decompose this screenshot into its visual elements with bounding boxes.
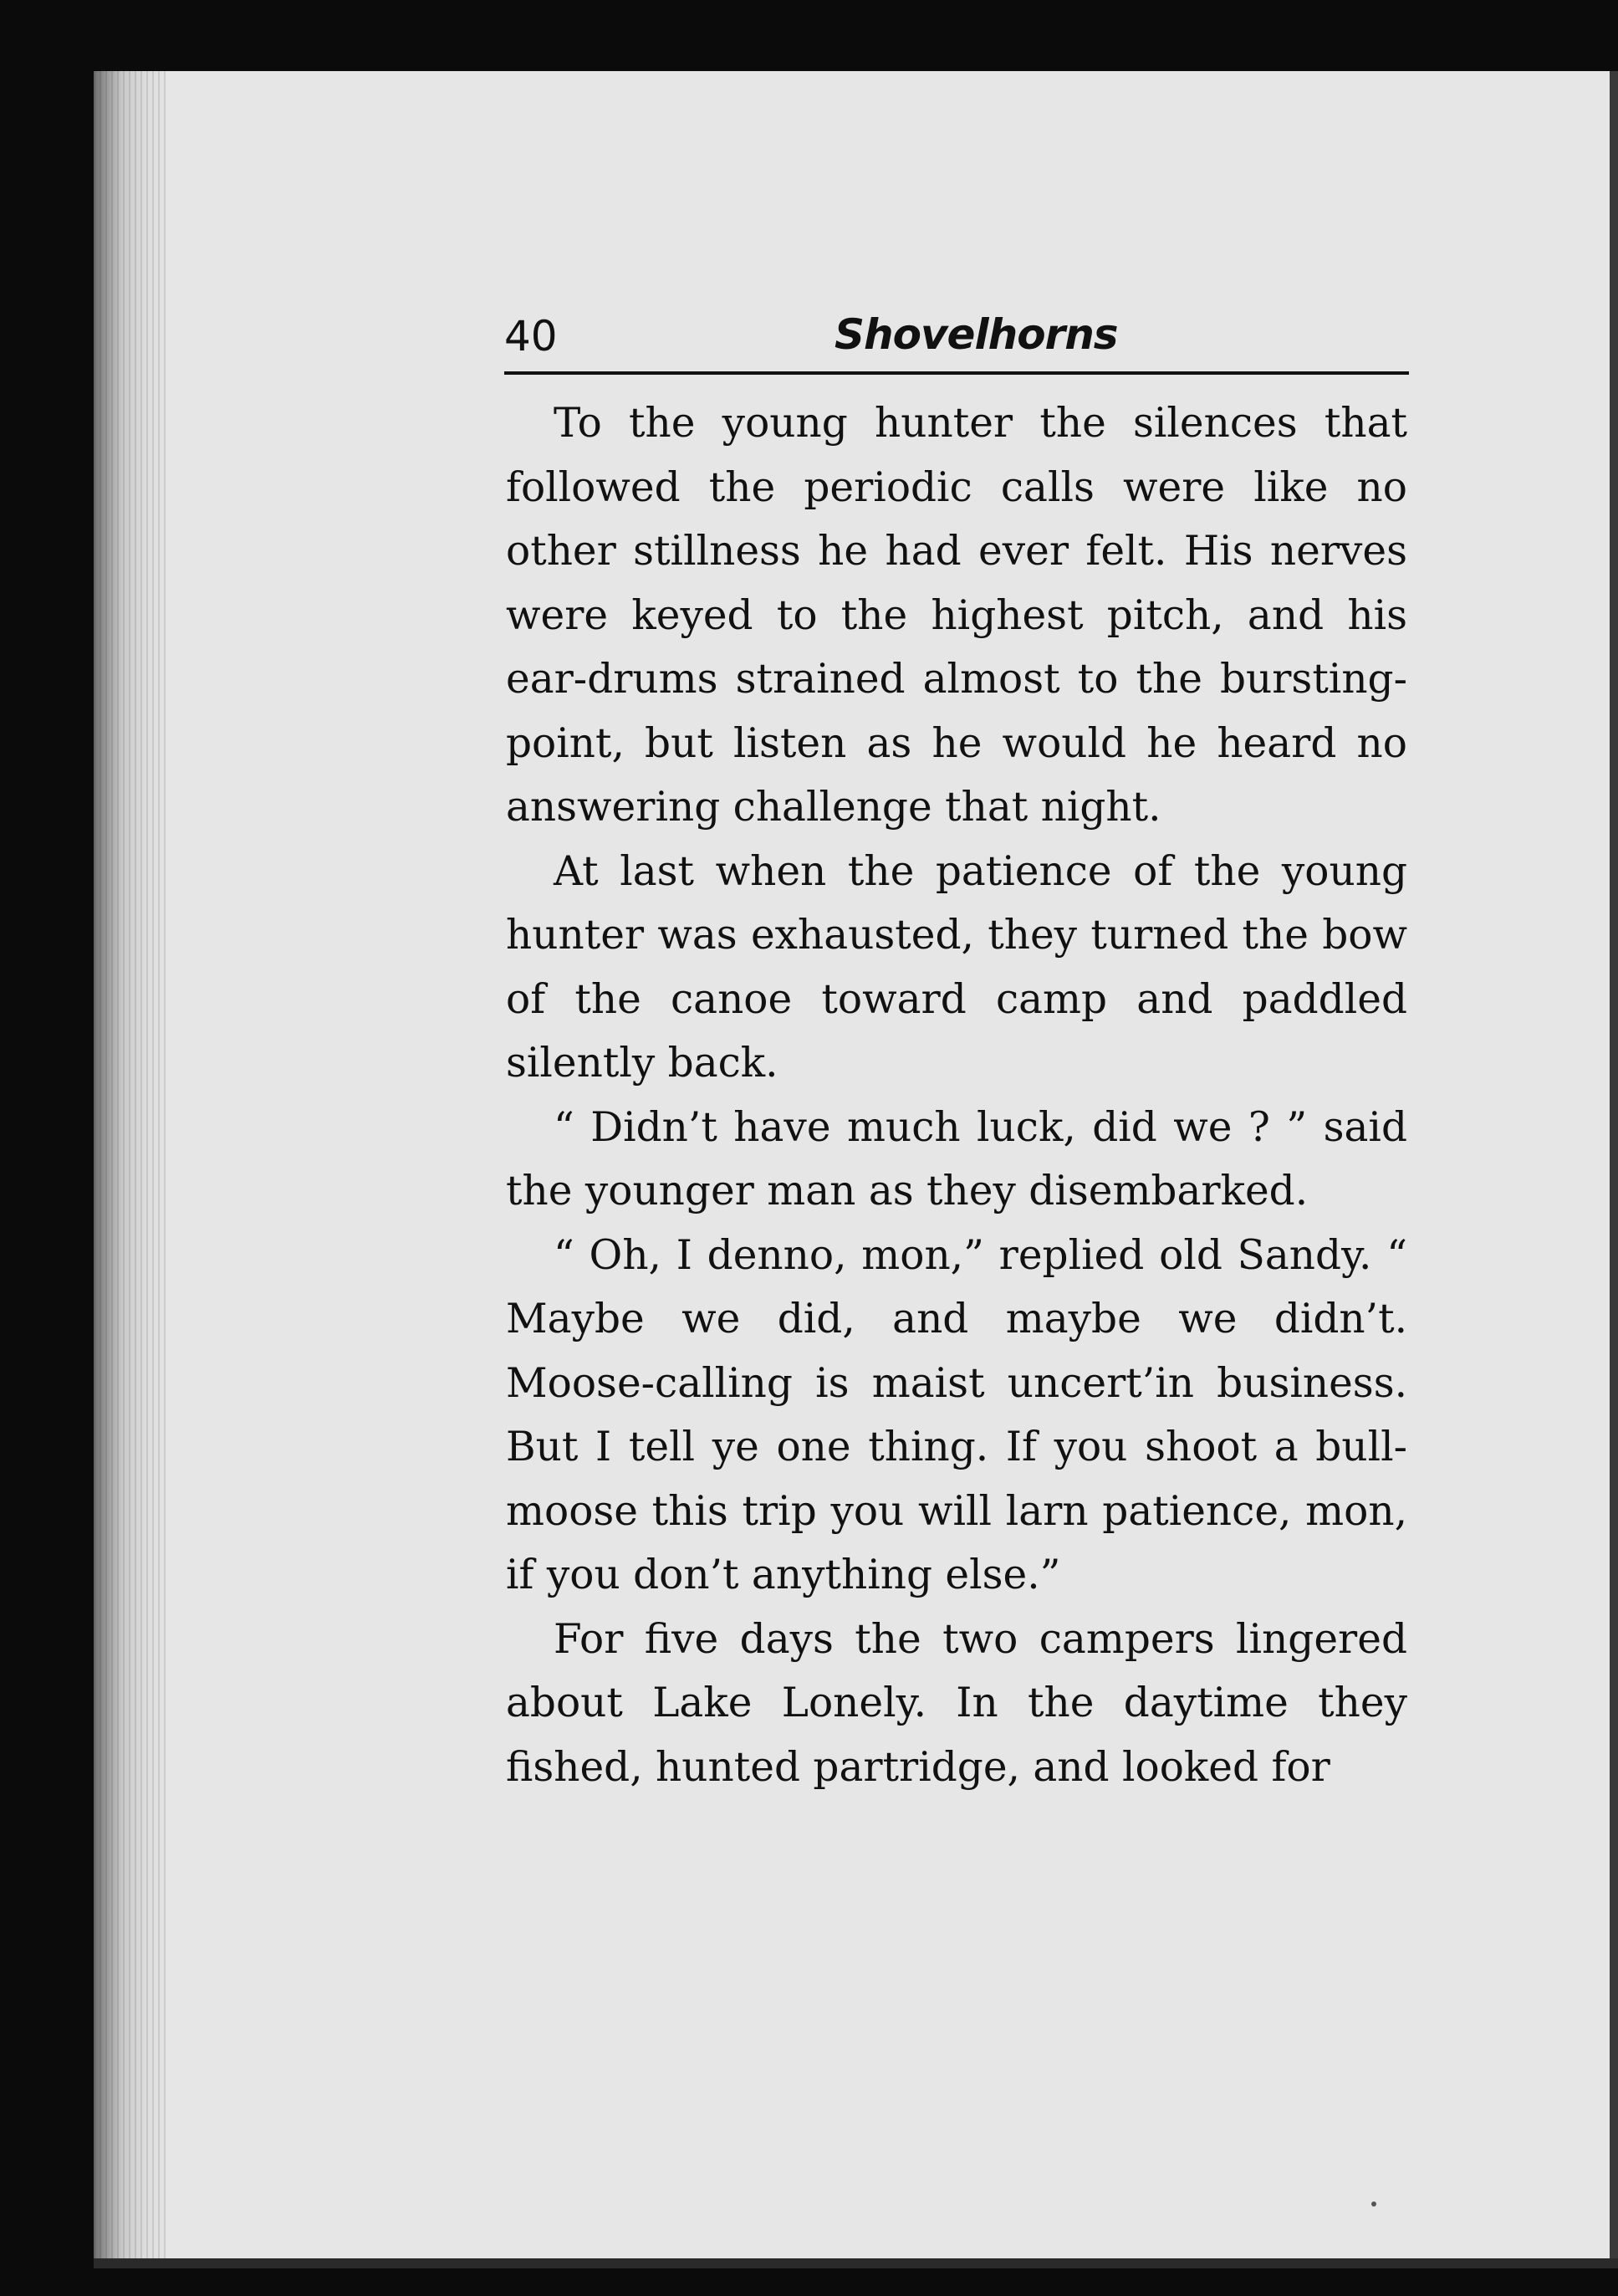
dust-speck (1371, 2201, 1376, 2207)
page-number: 40 (504, 312, 558, 361)
body-text (506, 391, 1407, 1799)
running-header (504, 305, 1409, 372)
paragraph: To the young hunter the silences that followed the periodic calls were like no other stillness he had ever felt. His nerves were keyed to the highest pitch, and his ear-drums strained almost to the bursting-point, but listen as he would he heard no answering challenge that night. (506, 400, 1407, 831)
page-bottom-shadow (94, 2258, 1618, 2268)
page-right-shadow (1610, 71, 1618, 2263)
paragraph: For five days the two campers lingered about Lake Lonely. In the daytime they fished, hunted partridge, and looked for (506, 1615, 1407, 1791)
header-rule (504, 371, 1409, 375)
paragraph: “ Oh, I denno, mon,” replied old Sandy. “ Maybe we did, and maybe we didn’t. Moose-calling is maist uncert’in business. But I tell ye one thing. If you shoot a bull-moose this trip you will larn patience, mon, if you don’t anything else.” (506, 1231, 1407, 1598)
paragraph: “ Didn’t have much luck, did we ? ” said the younger man as they disembarked. (506, 1103, 1407, 1214)
book-gutter-edge (94, 71, 166, 2263)
paragraph: At last when the patience of the young hunter was exhausted, they turned the bow of the canoe toward camp and paddled silently back. (506, 847, 1407, 1087)
running-title: Shovelhorns (835, 310, 1118, 359)
